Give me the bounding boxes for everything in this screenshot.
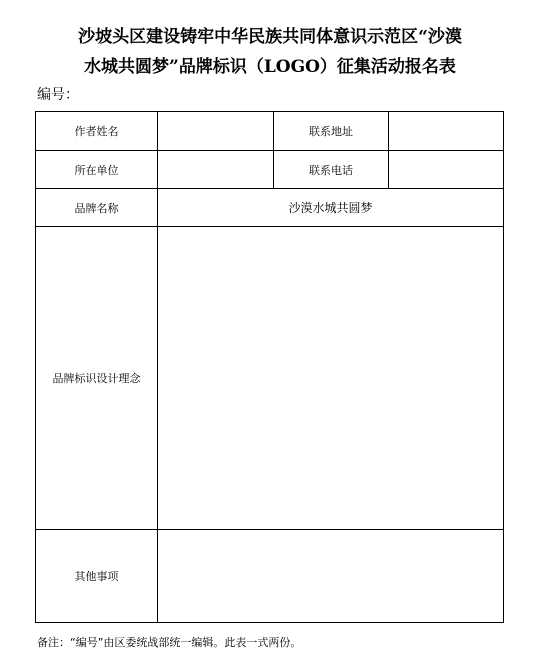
contact-address-label: 联系地址 (274, 112, 389, 151)
brand-name-value: 沙漠水城共圆梦 (158, 189, 504, 227)
form-title-line-2: 水城共圆梦”品牌标识（LOGO）征集活动报名表 (84, 57, 456, 77)
design-concept-label: 品牌标识设计理念 (36, 227, 158, 530)
form-row-other-items (36, 530, 504, 623)
form-row-brand-name (36, 189, 504, 227)
contact-phone-field[interactable] (389, 151, 504, 189)
form-row-design-concept (36, 227, 504, 530)
contact-phone-label: 联系电话 (274, 151, 389, 189)
form-row-organization (36, 151, 504, 189)
author-name-field[interactable] (158, 112, 274, 151)
footnote: 备注：“编号”由区委统战部统一编辑。此表一式两份。 (37, 636, 302, 649)
registration-form-table (35, 111, 504, 623)
design-concept-field[interactable] (158, 227, 504, 530)
form-title-line-1: 沙坡头区建设铸牢中华民族共同体意识示范区“沙漠 (78, 27, 462, 47)
organization-field[interactable] (158, 151, 274, 189)
organization-label: 所在单位 (36, 151, 158, 189)
brand-name-label: 品牌名称 (36, 189, 158, 227)
other-items-field[interactable] (158, 530, 504, 623)
other-items-label: 其他事项 (36, 530, 158, 623)
number-label: 编号： (37, 87, 79, 103)
author-name-label: 作者姓名 (36, 112, 158, 151)
form-row-author (36, 112, 504, 151)
contact-address-field[interactable] (389, 112, 504, 151)
